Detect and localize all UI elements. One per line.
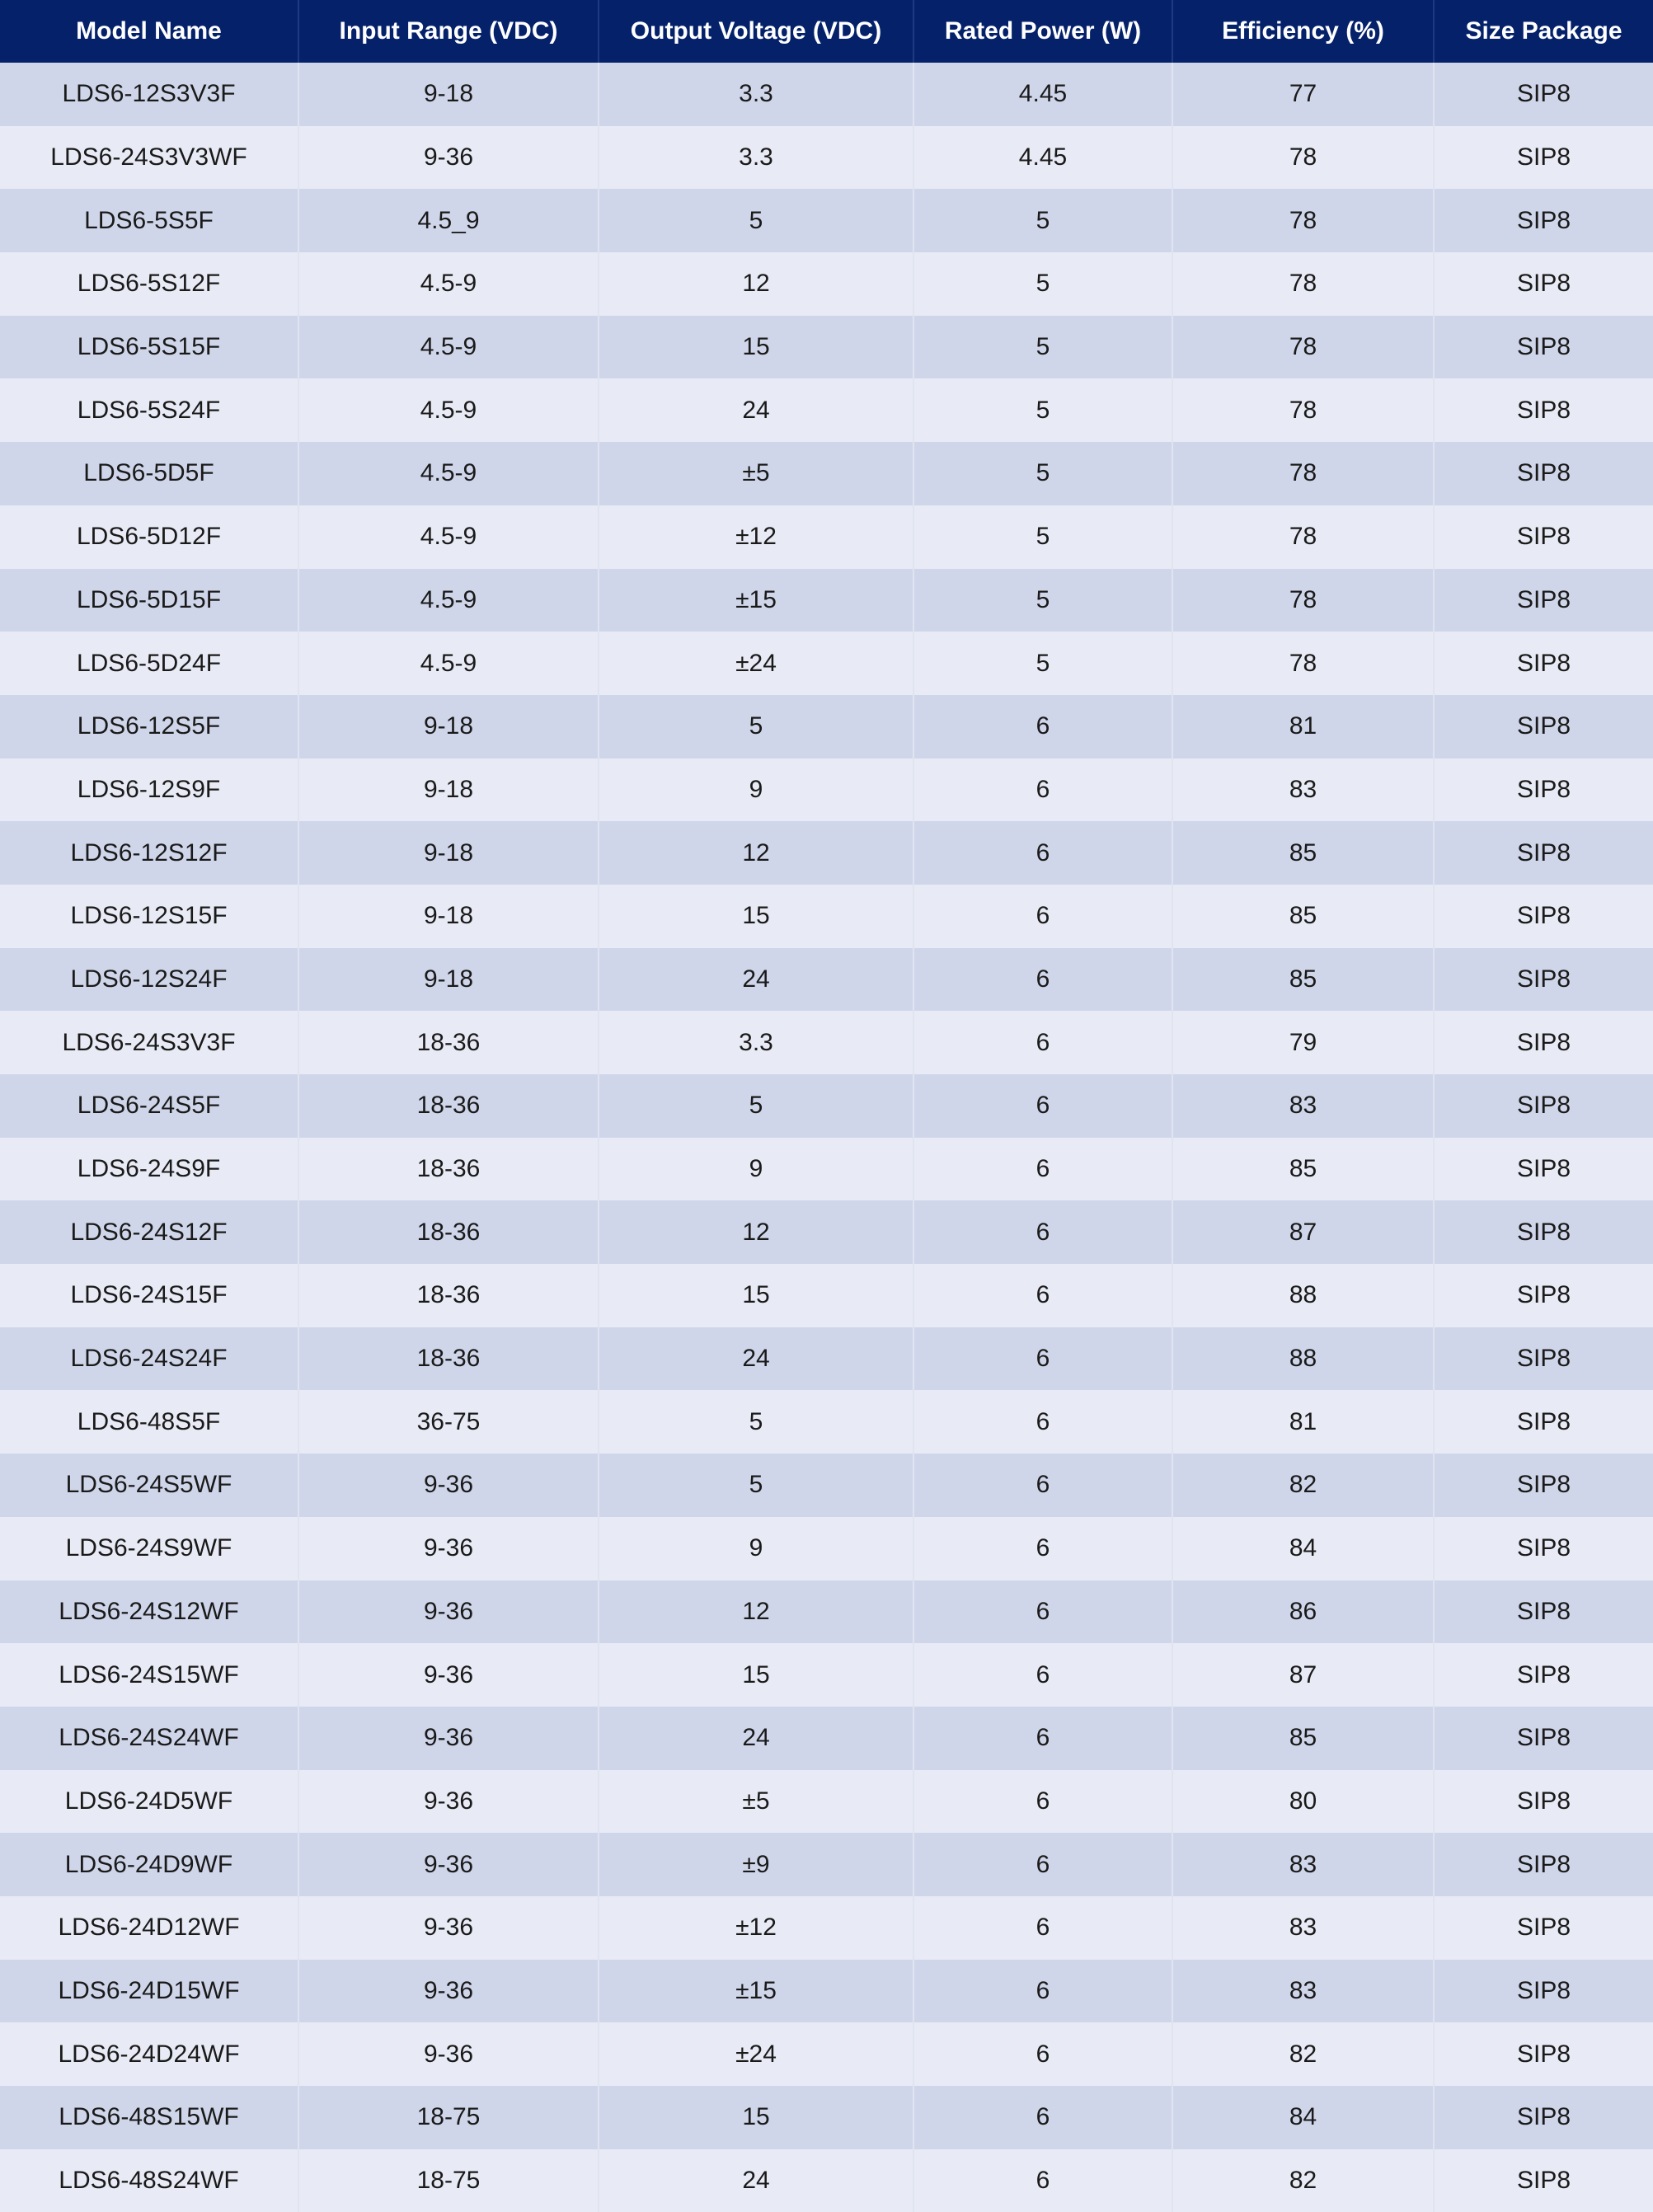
cell-model-name: LDS6-12S9F — [0, 758, 298, 822]
cell-input-range: 18-36 — [298, 1011, 599, 1074]
cell-model-name: LDS6-24D15WF — [0, 1960, 298, 2023]
cell-size-package: SIP8 — [1434, 1390, 1653, 1454]
table-body — [0, 63, 1653, 2212]
cell-efficiency: 82 — [1172, 2022, 1434, 2086]
cell-size-package: SIP8 — [1434, 63, 1653, 126]
cell-output-voltage: 24 — [599, 2149, 913, 2212]
table-row — [0, 1580, 1653, 1644]
cell-efficiency: 78 — [1172, 505, 1434, 569]
cell-output-voltage: 12 — [599, 252, 913, 316]
cell-efficiency: 82 — [1172, 2149, 1434, 2212]
cell-efficiency: 87 — [1172, 1200, 1434, 1264]
table-row — [0, 189, 1653, 252]
cell-model-name: LDS6-24S12F — [0, 1200, 298, 1264]
cell-size-package: SIP8 — [1434, 1896, 1653, 1960]
cell-model-name: LDS6-24S9F — [0, 1138, 298, 1201]
cell-input-range: 18-75 — [298, 2086, 599, 2149]
table-row — [0, 1833, 1653, 1896]
cell-output-voltage: 3.3 — [599, 63, 913, 126]
table-row — [0, 1390, 1653, 1454]
cell-efficiency: 78 — [1172, 569, 1434, 632]
table-row — [0, 2086, 1653, 2149]
cell-model-name: LDS6-24S24F — [0, 1327, 298, 1391]
cell-model-name: LDS6-5S12F — [0, 252, 298, 316]
cell-model-name: LDS6-24S3V3F — [0, 1011, 298, 1074]
cell-input-range: 4.5-9 — [298, 252, 599, 316]
cell-model-name: LDS6-24S5WF — [0, 1454, 298, 1517]
cell-efficiency: 84 — [1172, 1517, 1434, 1580]
cell-output-voltage: ±24 — [599, 2022, 913, 2086]
cell-input-range: 18-36 — [298, 1264, 599, 1327]
table-header — [0, 0, 1653, 63]
cell-rated-power: 5 — [913, 505, 1172, 569]
cell-efficiency: 83 — [1172, 1960, 1434, 2023]
cell-rated-power: 6 — [913, 1074, 1172, 1138]
cell-rated-power: 6 — [913, 2086, 1172, 2149]
cell-rated-power: 5 — [913, 569, 1172, 632]
cell-efficiency: 77 — [1172, 63, 1434, 126]
cell-input-range: 18-36 — [298, 1200, 599, 1264]
cell-efficiency: 78 — [1172, 442, 1434, 505]
cell-model-name: LDS6-12S5F — [0, 695, 298, 758]
cell-efficiency: 85 — [1172, 885, 1434, 948]
cell-output-voltage: 24 — [599, 378, 913, 442]
cell-size-package: SIP8 — [1434, 885, 1653, 948]
cell-rated-power: 5 — [913, 378, 1172, 442]
header-model-name: Model Name — [0, 0, 298, 63]
table-row — [0, 505, 1653, 569]
cell-rated-power: 6 — [913, 758, 1172, 822]
cell-efficiency: 88 — [1172, 1264, 1434, 1327]
cell-input-range: 18-36 — [298, 1138, 599, 1201]
cell-efficiency: 78 — [1172, 126, 1434, 190]
cell-model-name: LDS6-12S24F — [0, 948, 298, 1012]
cell-size-package: SIP8 — [1434, 569, 1653, 632]
table-row — [0, 316, 1653, 379]
header-size-package: Size Package — [1434, 0, 1653, 63]
cell-efficiency: 79 — [1172, 1011, 1434, 1074]
cell-model-name: LDS6-5S5F — [0, 189, 298, 252]
cell-model-name: LDS6-48S24WF — [0, 2149, 298, 2212]
table-row — [0, 252, 1653, 316]
cell-efficiency: 78 — [1172, 378, 1434, 442]
cell-efficiency: 81 — [1172, 1390, 1434, 1454]
cell-size-package: SIP8 — [1434, 632, 1653, 695]
table-row — [0, 1011, 1653, 1074]
cell-model-name: LDS6-12S12F — [0, 821, 298, 885]
table-row — [0, 1264, 1653, 1327]
cell-rated-power: 6 — [913, 1707, 1172, 1770]
cell-rated-power: 6 — [913, 1390, 1172, 1454]
cell-input-range: 9-36 — [298, 1707, 599, 1770]
table-row — [0, 2149, 1653, 2212]
cell-output-voltage: ±15 — [599, 1960, 913, 2023]
cell-output-voltage: 3.3 — [599, 1011, 913, 1074]
cell-model-name: LDS6-48S5F — [0, 1390, 298, 1454]
cell-size-package: SIP8 — [1434, 1833, 1653, 1896]
cell-input-range: 9-18 — [298, 885, 599, 948]
cell-input-range: 4.5-9 — [298, 632, 599, 695]
cell-size-package: SIP8 — [1434, 252, 1653, 316]
cell-input-range: 9-36 — [298, 1454, 599, 1517]
cell-efficiency: 83 — [1172, 1074, 1434, 1138]
cell-rated-power: 5 — [913, 442, 1172, 505]
cell-model-name: LDS6-5D24F — [0, 632, 298, 695]
cell-rated-power: 6 — [913, 2149, 1172, 2212]
cell-output-voltage: 5 — [599, 1454, 913, 1517]
cell-output-voltage: 12 — [599, 1200, 913, 1264]
table-row — [0, 758, 1653, 822]
header-input-range: Input Range (VDC) — [298, 0, 599, 63]
cell-input-range: 9-18 — [298, 821, 599, 885]
cell-input-range: 18-36 — [298, 1327, 599, 1391]
cell-efficiency: 87 — [1172, 1643, 1434, 1707]
header-efficiency: Efficiency (%) — [1172, 0, 1434, 63]
cell-rated-power: 6 — [913, 1960, 1172, 2023]
cell-output-voltage: 12 — [599, 821, 913, 885]
cell-output-voltage: 5 — [599, 189, 913, 252]
cell-efficiency: 85 — [1172, 948, 1434, 1012]
table-row — [0, 885, 1653, 948]
table-row — [0, 948, 1653, 1012]
cell-size-package: SIP8 — [1434, 505, 1653, 569]
cell-model-name: LDS6-5D5F — [0, 442, 298, 505]
table-row — [0, 1960, 1653, 2023]
cell-size-package: SIP8 — [1434, 1074, 1653, 1138]
cell-input-range: 9-36 — [298, 1517, 599, 1580]
cell-efficiency: 85 — [1172, 1138, 1434, 1201]
cell-model-name: LDS6-12S15F — [0, 885, 298, 948]
cell-input-range: 18-36 — [298, 1074, 599, 1138]
cell-input-range: 9-18 — [298, 948, 599, 1012]
cell-model-name: LDS6-24D5WF — [0, 1770, 298, 1834]
cell-size-package: SIP8 — [1434, 378, 1653, 442]
cell-output-voltage: 24 — [599, 1707, 913, 1770]
table-row — [0, 126, 1653, 190]
table-row — [0, 2022, 1653, 2086]
cell-size-package: SIP8 — [1434, 1960, 1653, 2023]
table-row — [0, 1643, 1653, 1707]
cell-model-name: LDS6-24S3V3WF — [0, 126, 298, 190]
cell-rated-power: 5 — [913, 189, 1172, 252]
cell-rated-power: 6 — [913, 1327, 1172, 1391]
cell-efficiency: 83 — [1172, 1896, 1434, 1960]
cell-rated-power: 6 — [913, 695, 1172, 758]
header-row — [0, 0, 1653, 63]
cell-rated-power: 5 — [913, 632, 1172, 695]
table-row — [0, 1707, 1653, 1770]
cell-model-name: LDS6-5D12F — [0, 505, 298, 569]
cell-size-package: SIP8 — [1434, 2149, 1653, 2212]
cell-rated-power: 6 — [913, 948, 1172, 1012]
cell-output-voltage: 9 — [599, 1517, 913, 1580]
table-row — [0, 695, 1653, 758]
cell-rated-power: 5 — [913, 252, 1172, 316]
table-row — [0, 1200, 1653, 1264]
cell-efficiency: 85 — [1172, 1707, 1434, 1770]
cell-output-voltage: ±9 — [599, 1833, 913, 1896]
cell-output-voltage: 15 — [599, 1264, 913, 1327]
cell-input-range: 18-75 — [298, 2149, 599, 2212]
cell-size-package: SIP8 — [1434, 1770, 1653, 1834]
cell-size-package: SIP8 — [1434, 1011, 1653, 1074]
cell-rated-power: 6 — [913, 1138, 1172, 1201]
cell-output-voltage: ±12 — [599, 505, 913, 569]
cell-input-range: 9-36 — [298, 126, 599, 190]
cell-efficiency: 84 — [1172, 2086, 1434, 2149]
cell-size-package: SIP8 — [1434, 695, 1653, 758]
cell-rated-power: 6 — [913, 1200, 1172, 1264]
cell-input-range: 4.5_9 — [298, 189, 599, 252]
cell-rated-power: 6 — [913, 1643, 1172, 1707]
cell-size-package: SIP8 — [1434, 1643, 1653, 1707]
table-row — [0, 1517, 1653, 1580]
cell-efficiency: 81 — [1172, 695, 1434, 758]
cell-size-package: SIP8 — [1434, 821, 1653, 885]
cell-efficiency: 78 — [1172, 316, 1434, 379]
cell-size-package: SIP8 — [1434, 1707, 1653, 1770]
cell-input-range: 4.5-9 — [298, 569, 599, 632]
cell-rated-power: 6 — [913, 1517, 1172, 1580]
cell-size-package: SIP8 — [1434, 948, 1653, 1012]
cell-model-name: LDS6-12S3V3F — [0, 63, 298, 126]
cell-size-package: SIP8 — [1434, 1517, 1653, 1580]
cell-model-name: LDS6-24S5F — [0, 1074, 298, 1138]
cell-input-range: 9-36 — [298, 2022, 599, 2086]
cell-size-package: SIP8 — [1434, 1454, 1653, 1517]
table-row — [0, 1074, 1653, 1138]
cell-input-range: 9-36 — [298, 1643, 599, 1707]
cell-rated-power: 6 — [913, 1011, 1172, 1074]
cell-size-package: SIP8 — [1434, 1138, 1653, 1201]
table-row — [0, 1327, 1653, 1391]
cell-efficiency: 78 — [1172, 189, 1434, 252]
cell-model-name: LDS6-5D15F — [0, 569, 298, 632]
header-output-voltage: Output Voltage (VDC) — [599, 0, 913, 63]
cell-model-name: LDS6-24S15F — [0, 1264, 298, 1327]
cell-size-package: SIP8 — [1434, 126, 1653, 190]
cell-rated-power: 6 — [913, 1770, 1172, 1834]
cell-input-range: 4.5-9 — [298, 378, 599, 442]
cell-input-range: 9-18 — [298, 758, 599, 822]
cell-rated-power: 6 — [913, 885, 1172, 948]
cell-input-range: 9-36 — [298, 1580, 599, 1644]
cell-output-voltage: ±24 — [599, 632, 913, 695]
table-row — [0, 569, 1653, 632]
cell-model-name: LDS6-24S24WF — [0, 1707, 298, 1770]
cell-efficiency: 83 — [1172, 758, 1434, 822]
cell-output-voltage: 15 — [599, 885, 913, 948]
table-row — [0, 632, 1653, 695]
cell-output-voltage: 9 — [599, 758, 913, 822]
cell-rated-power: 6 — [913, 1896, 1172, 1960]
cell-output-voltage: 5 — [599, 1074, 913, 1138]
cell-model-name: LDS6-24S9WF — [0, 1517, 298, 1580]
cell-input-range: 9-36 — [298, 1896, 599, 1960]
cell-input-range: 4.5-9 — [298, 442, 599, 505]
cell-input-range: 36-75 — [298, 1390, 599, 1454]
table-row — [0, 63, 1653, 126]
cell-size-package: SIP8 — [1434, 1327, 1653, 1391]
cell-output-voltage: ±12 — [599, 1896, 913, 1960]
cell-efficiency: 83 — [1172, 1833, 1434, 1896]
cell-output-voltage: ±15 — [599, 569, 913, 632]
cell-size-package: SIP8 — [1434, 189, 1653, 252]
cell-size-package: SIP8 — [1434, 2086, 1653, 2149]
table-row — [0, 1138, 1653, 1201]
cell-rated-power: 6 — [913, 821, 1172, 885]
table-row — [0, 378, 1653, 442]
table-row — [0, 442, 1653, 505]
cell-efficiency: 80 — [1172, 1770, 1434, 1834]
cell-output-voltage: 5 — [599, 1390, 913, 1454]
cell-output-voltage: 24 — [599, 1327, 913, 1391]
cell-rated-power: 6 — [913, 1264, 1172, 1327]
cell-rated-power: 5 — [913, 316, 1172, 379]
cell-size-package: SIP8 — [1434, 1264, 1653, 1327]
cell-rated-power: 6 — [913, 1833, 1172, 1896]
cell-rated-power: 6 — [913, 1454, 1172, 1517]
cell-rated-power: 6 — [913, 2022, 1172, 2086]
cell-model-name: LDS6-24D24WF — [0, 2022, 298, 2086]
cell-model-name: LDS6-5S24F — [0, 378, 298, 442]
table-row — [0, 1770, 1653, 1834]
cell-size-package: SIP8 — [1434, 442, 1653, 505]
cell-output-voltage: 12 — [599, 1580, 913, 1644]
cell-efficiency: 78 — [1172, 632, 1434, 695]
cell-efficiency: 86 — [1172, 1580, 1434, 1644]
cell-model-name: LDS6-48S15WF — [0, 2086, 298, 2149]
cell-input-range: 9-36 — [298, 1770, 599, 1834]
cell-input-range: 4.5-9 — [298, 316, 599, 379]
cell-output-voltage: 15 — [599, 316, 913, 379]
cell-input-range: 4.5-9 — [298, 505, 599, 569]
cell-model-name: LDS6-5S15F — [0, 316, 298, 379]
cell-output-voltage: 24 — [599, 948, 913, 1012]
cell-input-range: 9-18 — [298, 63, 599, 126]
cell-model-name: LDS6-24S15WF — [0, 1643, 298, 1707]
cell-size-package: SIP8 — [1434, 1580, 1653, 1644]
cell-output-voltage: 9 — [599, 1138, 913, 1201]
cell-efficiency: 85 — [1172, 821, 1434, 885]
cell-efficiency: 88 — [1172, 1327, 1434, 1391]
cell-efficiency: 82 — [1172, 1454, 1434, 1517]
cell-size-package: SIP8 — [1434, 2022, 1653, 2086]
cell-rated-power: 6 — [913, 1580, 1172, 1644]
cell-size-package: SIP8 — [1434, 758, 1653, 822]
table-row — [0, 821, 1653, 885]
cell-output-voltage: 5 — [599, 695, 913, 758]
table-row — [0, 1896, 1653, 1960]
cell-output-voltage: 3.3 — [599, 126, 913, 190]
cell-input-range: 9-36 — [298, 1960, 599, 2023]
cell-output-voltage: 15 — [599, 1643, 913, 1707]
cell-model-name: LDS6-24D12WF — [0, 1896, 298, 1960]
cell-model-name: LDS6-24S12WF — [0, 1580, 298, 1644]
cell-size-package: SIP8 — [1434, 316, 1653, 379]
cell-output-voltage: ±5 — [599, 1770, 913, 1834]
cell-rated-power: 4.45 — [913, 63, 1172, 126]
table-row — [0, 1454, 1653, 1517]
cell-efficiency: 78 — [1172, 252, 1434, 316]
cell-model-name: LDS6-24D9WF — [0, 1833, 298, 1896]
cell-output-voltage: ±5 — [599, 442, 913, 505]
cell-input-range: 9-18 — [298, 695, 599, 758]
cell-rated-power: 4.45 — [913, 126, 1172, 190]
cell-size-package: SIP8 — [1434, 1200, 1653, 1264]
header-rated-power: Rated Power (W) — [913, 0, 1172, 63]
cell-output-voltage: 15 — [599, 2086, 913, 2149]
cell-input-range: 9-36 — [298, 1833, 599, 1896]
